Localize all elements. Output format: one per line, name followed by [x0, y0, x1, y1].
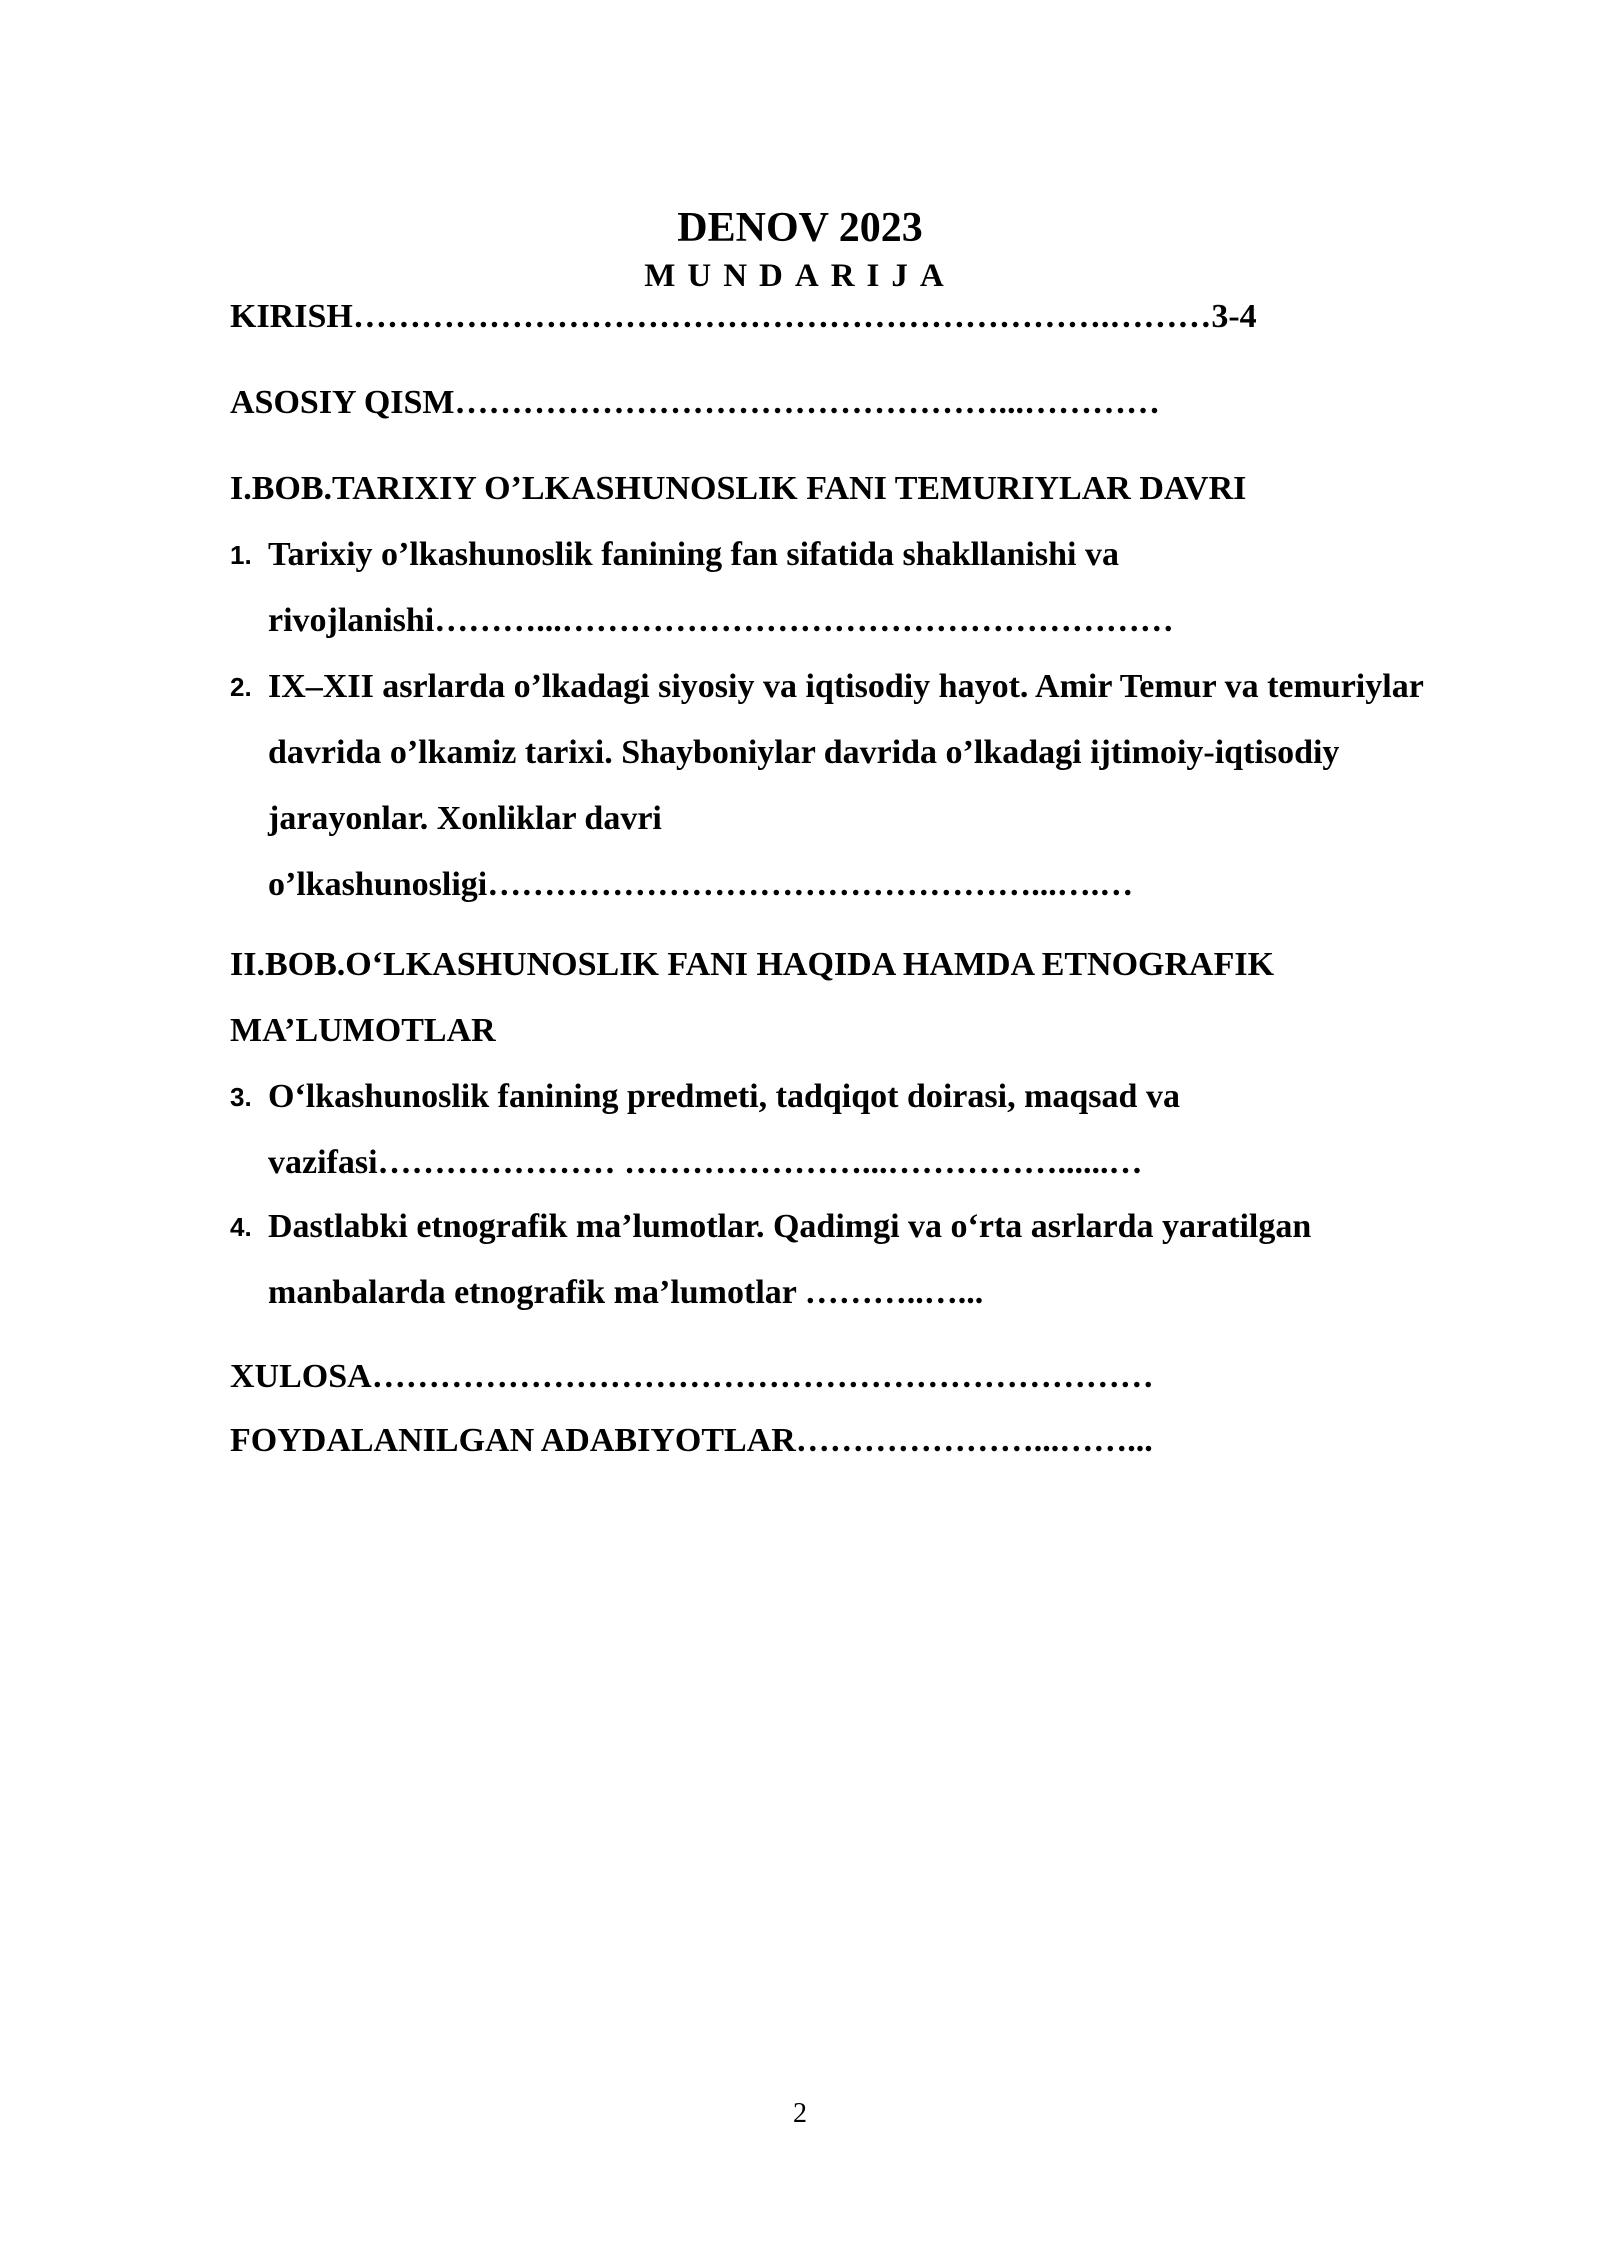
toc-chapter-2-heading-line2: MA’LUMOTLAR: [230, 1012, 496, 1049]
toc-item-2: [230, 654, 1470, 918]
toc-item-number: 1.: [230, 540, 252, 570]
document-subtitle: MUNDARIJA: [644, 258, 956, 294]
toc-item-text: IX–XII asrlarda o’lkadagi siyosiy va iqtisodiy hayot. Amir Temur va temuriylar davrida o’lkamiz tarixi. Shayboniylar davrida o’lkadagi ijtimoiy-iqtisodiy jarayonlar. Xonliklar davri o’lkashunosligi…………………………………………...….…: [268, 668, 1424, 903]
toc-item-1: [230, 522, 1470, 654]
toc-item-number: 4.: [230, 1212, 252, 1242]
page-number: 2: [793, 2098, 807, 2129]
toc-chapter-2-heading-line1: II.BOB.O‘LKASHUNOSLIK FANI HAQIDA HAMDA ETNOGRAFIK: [230, 946, 1275, 983]
toc-chapter-1-heading: I.BOB.TARIXIY O’LKASHUNOSLIK FANI TEMURIYLAR DAVRI: [230, 470, 1247, 507]
toc-item-3: [230, 1064, 1470, 1196]
toc-entry-adabiyotlar: FOYDALANILGAN ADABIYOTLAR…………………...……...: [230, 1422, 1153, 1459]
toc-entry-asosiy-qism: ASOSIY QISM…………………………………………...…………: [230, 384, 1161, 421]
toc-item-text: Dastlabki etnografik ma’lumotlar. Qadimgi va o‘rta asrlarda yaratilgan manbalarda etnografik ma’lumotlar ………..…...: [268, 1208, 1312, 1311]
toc-entry-kirish: KIRISH………………………………………………………….………3-4: [230, 298, 1257, 335]
document-title: DENOV 2023: [677, 205, 923, 251]
toc-item-text: Tarixiy o’lkashunoslik fanining fan sifatida shakllanishi va rivojlanishi………...………………………………………………: [268, 536, 1174, 639]
toc-item-text: O‘lkashunoslik fanining predmeti, tadqiqot doirasi, maqsad va vazifasi………………… …………………...……………......…: [268, 1078, 1180, 1181]
toc-item-number: 3.: [230, 1082, 252, 1112]
toc-entry-xulosa: XULOSA……………………………………………………………: [230, 1358, 1154, 1395]
toc-item-number: 2.: [230, 672, 252, 702]
toc-item-4: [230, 1194, 1470, 1326]
